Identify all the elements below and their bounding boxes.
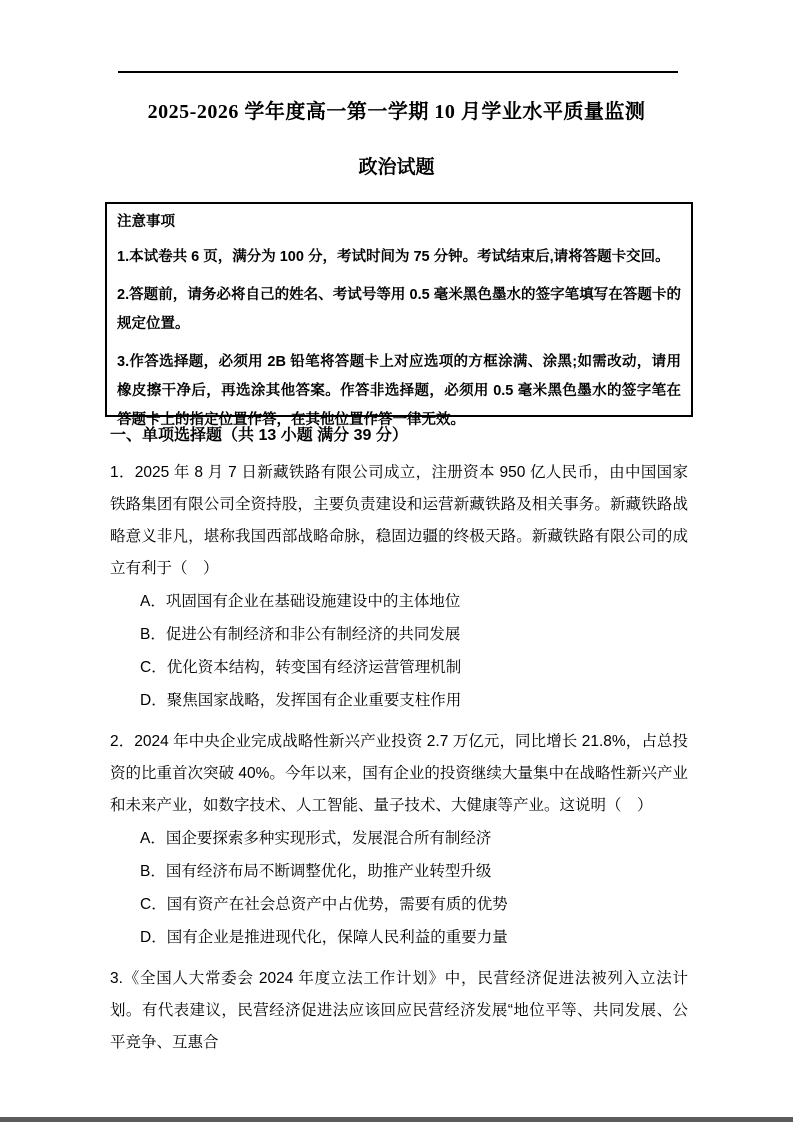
question-2-option-b: B．国有经济布局不断调整优化，助推产业转型升级 xyxy=(140,863,492,880)
question-2-option-d: D．国有企业是推进现代化，保障人民利益的重要力量 xyxy=(140,929,508,946)
section-heading: 一、单项选择题（共 13 小题 满分 39 分） xyxy=(110,427,408,444)
header-rule xyxy=(118,71,678,73)
page-title: 2025-2026 学年度高一第一学期 10 月学业水平质量监测 xyxy=(147,101,646,123)
notice-heading: 注意事项 xyxy=(117,214,175,230)
notice-box xyxy=(105,202,693,428)
question-2-option-c: C．国有资产在社会总资产中占优势，需要有质的优势 xyxy=(140,896,508,913)
notice-item-3: 3.作答选择题，必须用 2B 铅笔将答题卡上对应选项的方框涂满、涂黑;如需改动，请用橡皮擦干净后，再选涂其他答案。作答非选择题，必须用 0.5 毫米黑色墨水的签字笔在答题卡上的指定位置作答，在其他位置作答一律无效。 xyxy=(117,354,681,428)
question-2-options xyxy=(110,822,688,954)
notice-item-1: 1.本试卷共 6 页，满分为 100 分，考试时间为 75 分钟。考试结束后,请将答题卡交回。 xyxy=(117,249,670,265)
notice-item-2: 2.答题前，请务必将自己的姓名、考试号等用 0.5 毫米黑色墨水的签字笔填写在答题卡的规定位置。 xyxy=(117,287,681,332)
question-1-stem: 1．2025 年 8 月 7 日新藏铁路有限公司成立，注册资本 950 亿人民币，由中国国家铁路集团有限公司全资持股，主要负责建设和运营新藏铁路及相关事务。新藏铁路战略意义非凡，堪称我国西部战略命脉，稳固边疆的终极天路。新藏铁路有限公司的成立有利于（ ） xyxy=(110,464,688,577)
page-subtitle: 政治试题 xyxy=(358,157,435,178)
question-2 xyxy=(110,726,688,954)
question-1-option-d: D．聚焦国家战略，发挥国有企业重要支柱作用 xyxy=(140,692,462,709)
question-1-options xyxy=(110,585,688,717)
question-1 xyxy=(110,457,688,717)
questions-area xyxy=(110,424,688,1059)
question-1-option-c: C．优化资本结构，转变国有经济运营管理机制 xyxy=(140,659,462,676)
question-2-option-a: A．国企要探索多种实现形式，发展混合所有制经济 xyxy=(140,830,492,847)
question-2-stem: 2．2024 年中央企业完成战略性新兴产业投资 2.7 万亿元，同比增长 21.8%，占总投资的比重首次突破 40%。今年以来，国有企业的投资继续大量集中在战略性新兴产业和未来产业，如数字技术、人工智能、量子技术、大健康等产业。这说明（ ） xyxy=(110,733,688,814)
question-1-option-b: B．促进公有制经济和非公有制经济的共同发展 xyxy=(140,626,461,643)
question-1-option-a: A．巩固国有企业在基础设施建设中的主体地位 xyxy=(140,593,461,610)
question-3 xyxy=(110,963,688,1059)
question-3-stem: 3.《全国人大常委会 2024 年度立法工作计划》中，民营经济促进法被列入立法计划。有代表建议，民营经济促进法应该回应民营经济发展“地位平等、共同发展、公平竞争、互惠合 xyxy=(110,970,688,1051)
page-bottom-edge xyxy=(0,1117,793,1122)
